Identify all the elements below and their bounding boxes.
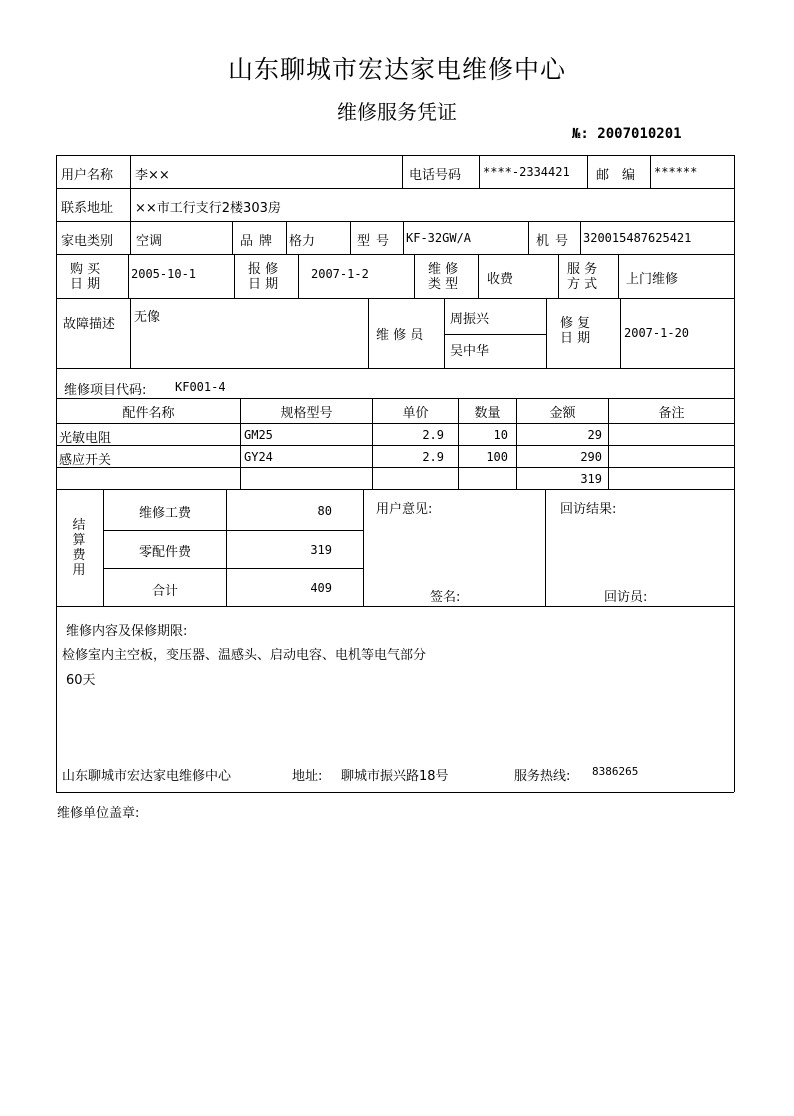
- footer-address-label: 地址:: [292, 769, 323, 784]
- parts-fee: 319: [310, 543, 332, 557]
- category-value: 空调: [136, 234, 163, 249]
- seal-label: 维修单位盖章:: [57, 806, 140, 821]
- footer-address: 聊城市振兴路18号: [341, 769, 449, 784]
- part-name: 光敏电阻: [59, 431, 112, 446]
- brand-value: 格力: [289, 234, 316, 249]
- warranty-content: 检修室内主空板，变压器、温感头、启动电容、电机等电气部分: [62, 648, 427, 663]
- col-header-price: 单价: [402, 406, 429, 421]
- col-header-amount: 金额: [549, 406, 576, 421]
- part-qty: 10: [493, 428, 508, 442]
- report-date: 2007-1-2: [311, 267, 369, 281]
- footer-company: 山东聊城市宏达家电维修中心: [62, 769, 232, 784]
- col-header-name: 配件名称: [122, 406, 175, 421]
- customer-name-label: 用户名称: [61, 168, 114, 183]
- part-amount: 290: [580, 450, 602, 464]
- technician-2: 吴中华: [450, 344, 490, 359]
- followup-result-label: 回访结果:: [560, 502, 617, 517]
- footer-hotline-label: 服务热线:: [514, 769, 571, 784]
- machine-serial-label: 机号: [536, 234, 575, 249]
- address-label: 联系地址: [61, 201, 114, 216]
- parts-total: 319: [580, 472, 602, 486]
- total-fee-label: 合计: [151, 584, 178, 599]
- total-fee: 409: [310, 581, 332, 595]
- project-code: KF001-4: [175, 380, 226, 394]
- part-qty: 100: [486, 450, 508, 464]
- service-method: 上门维修: [626, 272, 679, 287]
- col-header-spec: 规格型号: [280, 406, 333, 421]
- labor-fee: 80: [317, 504, 332, 518]
- service-method-label: 服 务 方 式: [567, 262, 598, 292]
- machine-serial-value: 320015487625421: [583, 231, 692, 245]
- serial-value: 2007010201: [597, 126, 682, 142]
- page-title: 山东聊城市宏达家电维修中心: [227, 55, 566, 84]
- model-value: KF-32GW/A: [406, 231, 472, 245]
- completed-date-label: 修 复 日 期: [560, 316, 591, 346]
- technician-label: 维 修 员: [376, 328, 424, 343]
- part-name: 感应开关: [59, 453, 112, 468]
- parts-fee-label: 零配件费: [138, 545, 191, 560]
- brand-label: 品牌: [240, 234, 279, 249]
- phone-label: 电话号码: [409, 168, 462, 183]
- part-amount: 29: [587, 428, 602, 442]
- signature-label: 签名:: [430, 590, 461, 605]
- repair-type: 收费: [487, 272, 514, 287]
- labor-fee-label: 维修工费: [138, 506, 191, 521]
- fault-label: 故障描述: [63, 317, 116, 332]
- col-header-qty: 数量: [474, 406, 501, 421]
- part-price: 2.9: [422, 428, 444, 442]
- serial-number: [572, 126, 682, 142]
- project-code-label: 维修项目代码:: [64, 383, 147, 398]
- customer-name: 李××: [135, 168, 170, 183]
- part-spec: GY24: [244, 450, 273, 464]
- visitor-label: 回访员:: [604, 590, 648, 605]
- technician-1: 周振兴: [450, 312, 490, 327]
- fault-description: 无像: [134, 310, 161, 325]
- customer-opinion-label: 用户意见:: [376, 502, 433, 517]
- footer-hotline: 8386265: [592, 765, 639, 778]
- model-label: 型号: [357, 234, 396, 249]
- address-value: ××市工行支行2楼303房: [135, 201, 281, 216]
- part-spec: GM25: [244, 428, 273, 442]
- report-date-label: 报 修 日 期: [248, 262, 279, 292]
- zip-label: 邮 编: [596, 168, 636, 183]
- col-header-note: 备注: [658, 406, 685, 421]
- zip-value: ******: [654, 165, 698, 179]
- page-subtitle: 维修服务凭证: [337, 100, 457, 124]
- completed-date: 2007-1-20: [624, 326, 690, 340]
- category-label: 家电类别: [61, 234, 114, 249]
- purchase-date-label: 购 买 日 期: [70, 262, 101, 292]
- part-price: 2.9: [422, 450, 444, 464]
- warranty-label: 维修内容及保修期限:: [66, 624, 188, 639]
- settlement-label: 结算费用: [72, 518, 86, 578]
- serial-label: №:: [572, 126, 589, 142]
- warranty-period: 60天: [66, 673, 96, 688]
- purchase-date: 2005-10-1: [131, 267, 197, 281]
- phone-value: ****-2334421: [483, 165, 570, 179]
- repair-type-label: 维 修 类 型: [428, 262, 459, 292]
